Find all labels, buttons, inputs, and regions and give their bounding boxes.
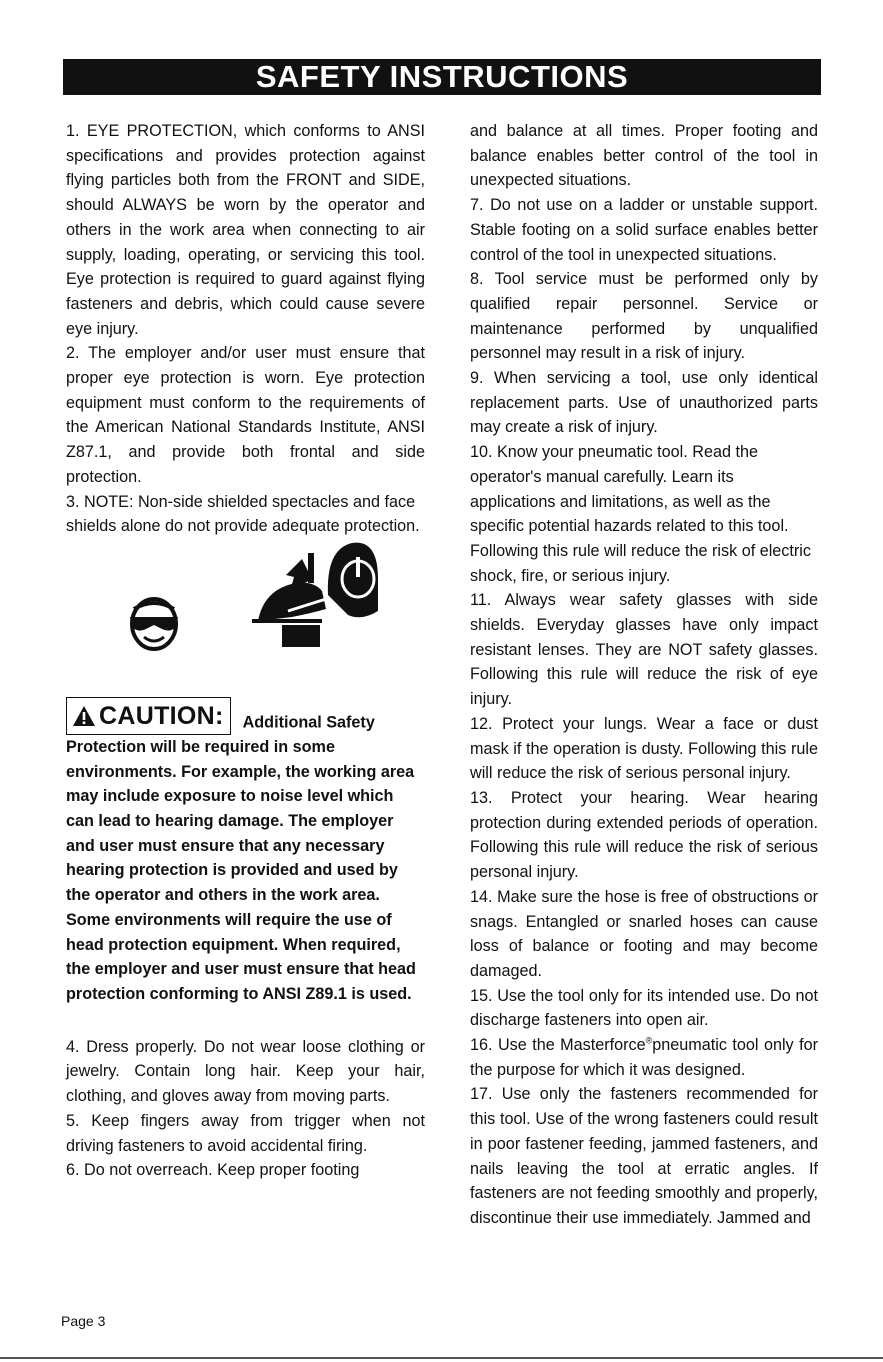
instruction-6-continued: and balance at all times. Proper footing and balance enables better control of the tool in unexpected situations. (470, 122, 818, 190)
instruction-16-end: pneumatic tool only for the purpose for which it was designed. (470, 1036, 818, 1079)
registered-mark: ® (645, 1035, 653, 1046)
instruction-17: 17. Use only the fasteners recommended for this tool. Use of the wrong fasteners could result in poor fastener feeding, jammed fasteners, and nails leaving the tool at erratic angles. If fasteners are not feeding smoothly and properly, discontinue their use immediately. Jammed and (470, 1085, 818, 1227)
page-title-bar (63, 59, 821, 95)
caution-text: Additional Safety Protection will be required in some environments. For example, the working area may include exposure to noise level which can lead to hearing damage. The employer and user must ensure that any necessary hearing protection is provided and used by the operator and others in the work area. Some environments will require the use of head protection equipment. When required, the employer and user must ensure that head protection conforming to ANSI Z89.1 is used. (66, 713, 416, 1003)
instruction-14: 14. Make sure the hose is free of obstructions or snags. Entangled or snarled hoses can cause loss of balance or footing and may become damaged. (470, 887, 818, 980)
page-number: Page 3 (61, 1313, 106, 1329)
instruction-1: 1. EYE PROTECTION, which conforms to ANSI specifications and provides protection against flying particles both from the FRONT and SIDE, should ALWAYS be worn by the operator and others in the work area when connecting to air supply, loading, operating, or servicing this tool. Eye protection is required to guard against flying fasteners and debris, which could cause severe eye injury. (66, 122, 425, 338)
instruction-16 (470, 1033, 818, 1082)
instruction-7: 7. Do not use on a ladder or unstable support. Stable footing on a solid surface enables better control of the tool in unexpected situations. (470, 196, 818, 264)
caution-label: CAUTION: (99, 701, 224, 730)
right-column (470, 119, 818, 1231)
instruction-16-start: 16. Use the Masterforce (470, 1036, 646, 1055)
warning-triangle-icon (72, 705, 96, 727)
instruction-10: 10. Know your pneumatic tool. Read the operator's manual carefully. Learn its applications and limitations, as well as the specific potential hazards related to this tool. Following this rule will reduce the risk of electric shock, fire, or serious injury. (470, 443, 811, 585)
instruction-6: 6. Do not overreach. Keep proper footing (66, 1161, 360, 1180)
instruction-3: 3. NOTE: Non-side shielded spectacles and face shields alone do not provide adequate protection. (66, 492, 420, 536)
instruction-4: 4. Dress properly. Do not wear loose clothing or jewelry. Contain long hair. Keep your hair, clothing, and gloves away from moving parts. (66, 1037, 425, 1106)
caution-label-box (66, 697, 231, 735)
instruction-8: 8. Tool service must be performed only by qualified repair personnel. Service or maintenance performed by unqualified personnel may result in a risk of injury. (470, 270, 818, 363)
left-column (66, 119, 425, 1183)
instruction-9: 9. When servicing a tool, use only identical replacement parts. Use of unauthorized parts may create a risk of injury. (470, 369, 818, 437)
safety-icons (66, 539, 425, 697)
page-title: SAFETY INSTRUCTIONS (255, 59, 629, 94)
instruction-13: 13. Protect your hearing. Wear hearing protection during extended periods of operation. Following this rule will reduce the risk of serious personal injury. (470, 788, 818, 882)
hard-hat-hearing-protection-icon (252, 539, 382, 649)
instruction-2: 2. The employer and/or user must ensure that proper eye protection is worn. Eye protection equipment must conform to the requirements of the American National Standards Institute, ANSI Z87.1, and provide both frontal and side protection. (66, 344, 425, 486)
safety-goggles-icon (126, 591, 182, 653)
instruction-15: 15. Use the tool only for its intended use. Do not discharge fasteners into open air. (470, 986, 818, 1030)
instruction-12: 12. Protect your lungs. Wear a face or dust mask if the operation is dusty. Following this rule will reduce the risk of serious personal injury. (470, 714, 818, 783)
instruction-5: 5. Keep fingers away from trigger when not driving fasteners to avoid accidental firing. (66, 1111, 425, 1155)
caution-notice (66, 697, 425, 1007)
instruction-11: 11. Always wear safety glasses with side shields. Everyday glasses have only impact resistant lenses. They are NOT safety glasses. Following this rule will reduce the risk of eye injury. (470, 591, 818, 709)
bottom-divider (0, 1357, 883, 1359)
